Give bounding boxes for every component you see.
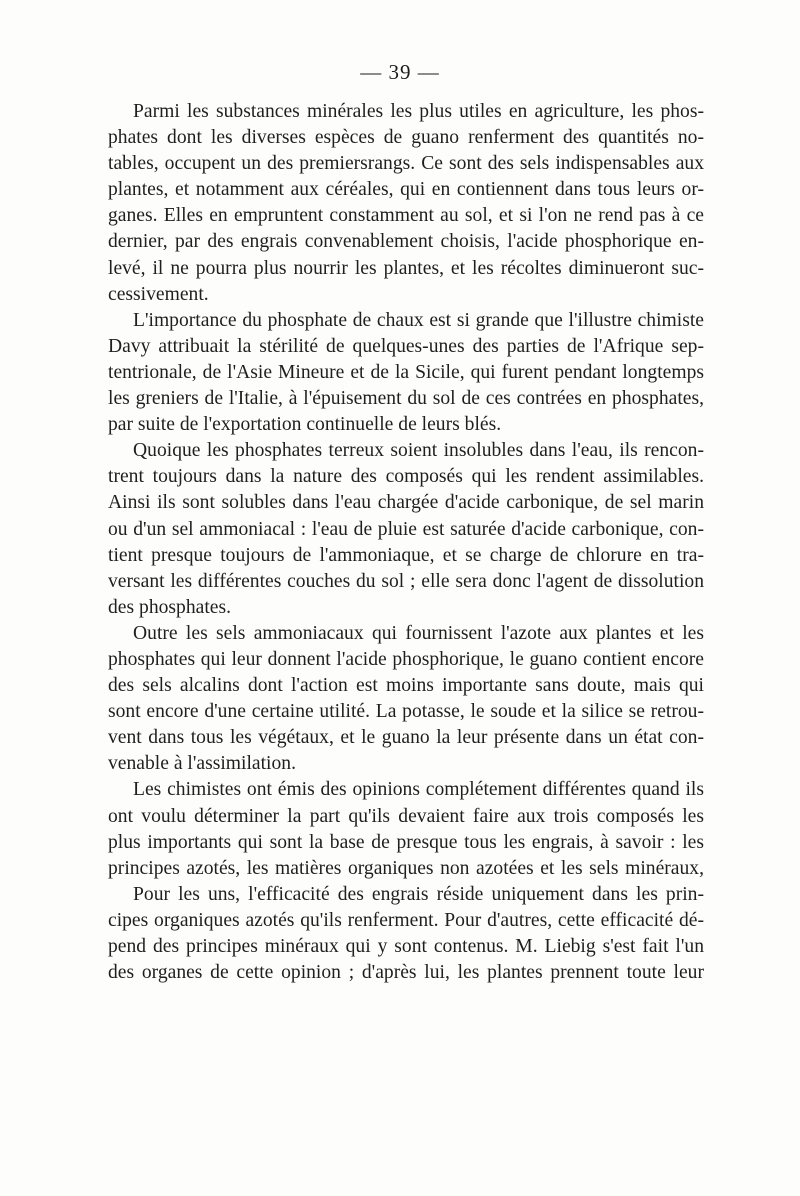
- text-line: versant les différentes couches du sol ; elle sera donc l'agent de dissolution: [108, 570, 704, 592]
- text-line: venable à l'assimilation.: [108, 753, 296, 775]
- page-number: — 39 —: [360, 60, 440, 84]
- text-line: principes azotés, les matières organiques non azotées et les sels minéraux,: [108, 857, 704, 879]
- text-line: phates dont les diverses espèces de guano renferment des quantités no-: [108, 127, 704, 149]
- text-line: L'importance du phosphate de chaux est si grande que l'illustre chimiste: [133, 309, 704, 331]
- text-line: tables, occupent un des premiersrangs. Ce sont des sels indispensables aux: [108, 153, 704, 175]
- text-line: Ainsi ils sont solubles dans l'eau chargée d'acide carbonique, de sel marin: [108, 492, 704, 514]
- text-line: phosphates qui leur donnent l'acide phosphorique, le guano contient encore: [108, 648, 704, 670]
- text-line: plantes, et notamment aux céréales, qui en contiennent dans tous leurs or-: [108, 179, 704, 201]
- text-line: les greniers de l'Italie, à l'épuisement du sol de ces contrées en phosphates,: [108, 388, 704, 410]
- text-line: tient presque toujours de l'ammoniaque, et se charge de chlorure en tra-: [108, 544, 704, 566]
- paragraph-phosphate-importance: [108, 308, 704, 438]
- body-text: [108, 99, 704, 986]
- paragraph-chemists-opinions: [108, 777, 704, 881]
- text-line: cipes organiques azotés qu'ils renferment. Pour d'autres, cette efficacité dé-: [108, 909, 704, 931]
- text-line: des organes de cette opinion ; d'après lui, les plantes prennent toute leur: [108, 962, 704, 984]
- paragraph-phosphate-solubility: [108, 438, 704, 621]
- text-line: sont encore d'une certaine utilité. La potasse, le soude et la silice se retrou-: [108, 701, 704, 723]
- text-line: par suite de l'exportation continuelle de leurs blés.: [108, 414, 502, 436]
- text-line: Pour les uns, l'efficacité des engrais réside uniquement dans les prin-: [133, 883, 704, 905]
- text-line: Outre les sels ammoniacaux qui fournissent l'azote aux plantes et les: [133, 622, 704, 644]
- text-line: cessivement.: [108, 283, 209, 305]
- text-line: Davy attribuait la stérilité de quelques-unes des parties de l'Afrique sep-: [108, 335, 704, 357]
- text-line: trent toujours dans la nature des composés qui les rendent assimilables.: [108, 466, 704, 488]
- text-line: ganes. Elles en empruntent constamment au sol, et si l'on ne rend pas à ce: [108, 205, 704, 227]
- text-line: Les chimistes ont émis des opinions complétement différentes quand ils: [133, 779, 704, 801]
- text-line: vent dans tous les végétaux, et le guano la leur présente dans un état con-: [108, 727, 704, 749]
- paragraph-phosphates-minerals: [108, 99, 704, 308]
- text-line: des phosphates.: [108, 596, 231, 618]
- text-line: Parmi les substances minérales les plus utiles en agriculture, les phos-: [133, 101, 704, 122]
- text-line: pend des principes minéraux qui y sont contenus. M. Liebig s'est fait l'un: [108, 936, 704, 957]
- text-line: des sels alcalins dont l'action est moins importante sans doute, mais qui: [108, 675, 704, 697]
- text-line: plus importants qui sont la base de presque tous les engrais, à savoir : les: [108, 831, 704, 853]
- text-line: dernier, par des engrais convenablement choisis, l'acide phosphorique en-: [108, 231, 704, 253]
- paragraph-alkaline-salts: [108, 621, 704, 778]
- text-line: Quoique les phosphates terreux soient insolubles dans l'eau, ils rencon-: [133, 440, 704, 462]
- text-line: ou d'un sel ammoniacal : l'eau de pluie est saturée d'acide carbonique, con-: [108, 518, 704, 540]
- paragraph-fertilizer-efficacy: [108, 882, 704, 986]
- text-line: levé, il ne pourra plus nourrir les plantes, et les récoltes diminueront suc-: [108, 257, 704, 279]
- text-line: ont voulu déterminer la part qu'ils devaient faire aux trois composés les: [108, 805, 704, 827]
- text-line: tentrionale, de l'Asie Mineure et de la Sicile, qui furent pendant longtemps: [108, 361, 704, 383]
